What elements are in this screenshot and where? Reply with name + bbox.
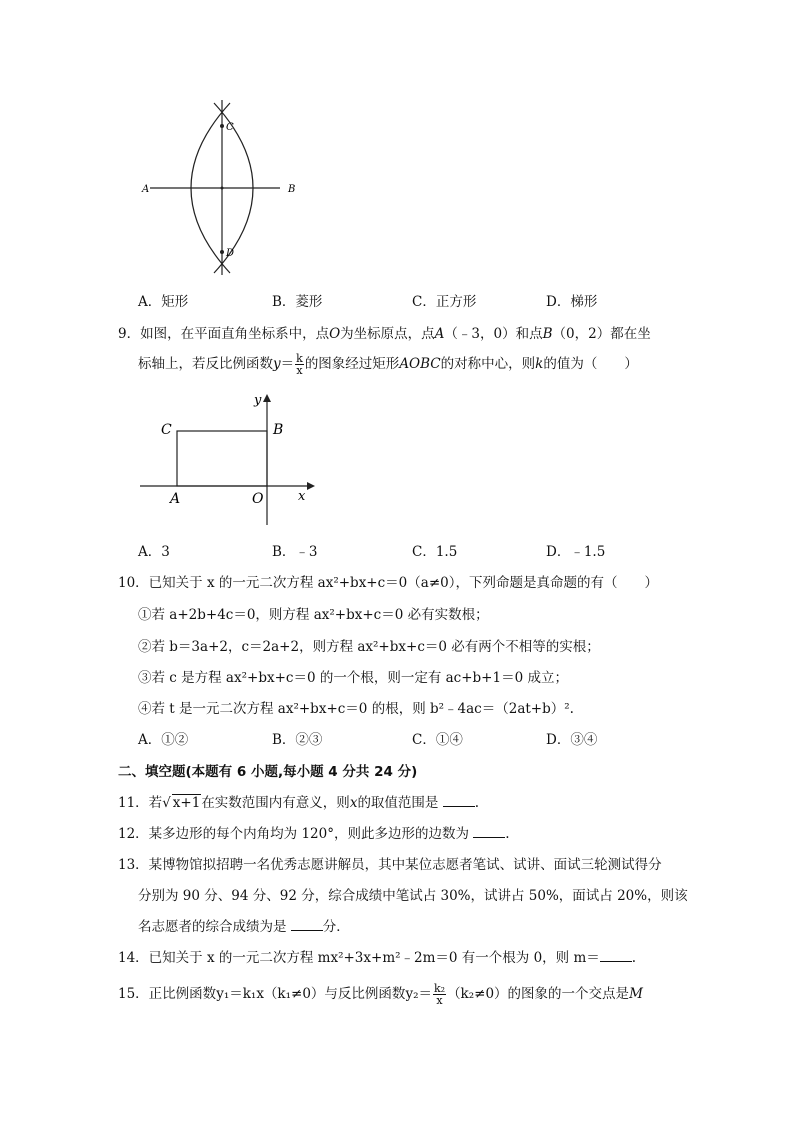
q11-text: 在实数范围内有意义，则 (201, 795, 350, 811)
q9-frac-num: k (296, 352, 303, 365)
q8-option-c: C．正方形 (412, 294, 477, 310)
fig9-label-c: C (161, 422, 172, 438)
q11-text: 11．若 (118, 795, 163, 811)
q10-item-1: ①若 a+2b+4c＝0，则方程 ax²+bx+c＝0 必有实数根； (138, 607, 489, 623)
q9-line1 (118, 322, 651, 342)
q15-text: （k₂≠0）的图象的一个交点是 (447, 986, 630, 1002)
q15-text: y₁＝k₁x（k₁≠0）与反比例函数 (216, 986, 406, 1002)
fig8-label-c: C (226, 122, 234, 133)
q9-option-a: A．3 (138, 544, 170, 560)
fig9-label-b: B (273, 422, 284, 438)
q9-option-c: C．1.5 (412, 544, 458, 560)
q15-frac-den: x (436, 994, 443, 1007)
q9-figure (135, 390, 315, 530)
q8-figure (130, 95, 310, 280)
q10-option-a: A．①② (138, 732, 189, 748)
q9-text: 的图象经过矩形 (304, 356, 400, 372)
fig9-label-a: A (170, 491, 181, 507)
q10-stem: 10．已知关于 x 的一元二次方程 ax²+bx+c＝0（a≠0），下列命题是真命题的有（ ） (118, 575, 658, 591)
fig9-label-o: O (252, 491, 264, 507)
q9-option-d: D．﹣1.5 (546, 544, 606, 560)
q10-option-b: B．②③ (272, 732, 323, 748)
q12-text: 12．某多边形的每个内角均为 120°，则此多边形的边数为 (118, 826, 469, 842)
q14-text: 14．已知关于 x 的一元二次方程 mx²+3x+m²﹣2m＝0 有一个根为 0，则 m＝ (118, 950, 600, 966)
answer-blank[interactable] (291, 918, 323, 931)
q9-text: 9．如图，在平面直角坐标系中，点 (118, 326, 330, 342)
q9-var: AOBC (399, 356, 441, 372)
q9-text: 为坐标原点，点 (340, 326, 435, 342)
q12 (118, 822, 510, 842)
q10-option-d: D．③④ (546, 732, 598, 748)
q12-text: . (505, 826, 510, 842)
q11-text: . (474, 795, 480, 811)
q15-text: 15．正比例函数 (118, 986, 217, 1002)
q9-fraction (295, 353, 304, 376)
q9-text: 的对称中心，则 (440, 356, 536, 372)
q14-text: . (631, 950, 637, 966)
q9-text: （﹣3，0）和点 (444, 326, 543, 342)
q13-line3 (138, 915, 350, 935)
q9-var: y (273, 356, 281, 372)
answer-blank[interactable] (600, 949, 632, 962)
q9-var: A (434, 326, 445, 342)
q15-fraction (433, 983, 446, 1006)
q8-option-b: B．菱形 (272, 294, 323, 310)
q9-text: 标轴上，若反比例函数 (138, 356, 273, 372)
q11-var: x (349, 795, 358, 811)
q15 (118, 982, 643, 1006)
fig8-label-d: D (226, 248, 235, 259)
q15-var: M (629, 986, 643, 1002)
q11-text: 的取值范围是 (357, 795, 439, 811)
q9-frac-den: x (296, 364, 303, 377)
fig9-label-y: y (254, 393, 262, 408)
q11-radicand: x+1 (172, 795, 201, 811)
answer-blank[interactable] (473, 825, 505, 838)
q13-line2: 分别为 90 分、94 分、92 分，综合成绩中笔试占 30%，试讲占 50%，面试占 20%，则该 (138, 888, 688, 904)
q13-text: 分． (322, 919, 350, 935)
q9-var: k (535, 356, 544, 372)
q9-option-b: B．﹣3 (272, 544, 318, 560)
q9-line2 (138, 352, 638, 376)
answer-blank[interactable] (443, 794, 475, 807)
fig9-label-x: x (298, 489, 306, 504)
q9-var: B (542, 326, 553, 342)
q9-text: 的值为（ ） (543, 356, 638, 372)
q10-item-2: ②若 b＝3a+2，c＝2a+2，则方程 ax²+bx+c＝0 必有两个不相等的实根； (138, 639, 600, 655)
fig8-label-b: B (288, 184, 296, 195)
q10-item-3: ③若 c 是方程 ax²+bx+c＝0 的一个根，则一定有 ac+b+1＝0 成立； (138, 670, 568, 686)
q8-option-a: A．矩形 (138, 294, 189, 310)
q9-text: ＝ (280, 356, 295, 372)
q8-option-d: D．梯形 (546, 294, 598, 310)
q9-text: （0，2）都在坐 (552, 326, 651, 342)
sqrt-icon: √ (162, 795, 171, 811)
q9-var: O (329, 326, 341, 342)
fig8-label-a: A (142, 184, 150, 195)
q11 (118, 791, 479, 811)
q10-item-4: ④若 t 是一元二次方程 ax²+bx+c＝0 的根，则 b²﹣4ac＝（2at+b）². (138, 701, 574, 717)
q13-line1: 13．某博物馆拟招聘一名优秀志愿讲解员，其中某位志愿者笔试、试讲、面试三轮测试得分 (118, 857, 662, 873)
q10-option-c: C．①④ (412, 732, 463, 748)
section-heading: 二、填空题(本题有 6 小题,每小题 4 分共 24 分) (118, 764, 418, 780)
q13-text: 名志愿者的综合成绩为是 (138, 919, 287, 935)
q15-frac-num: k₂ (433, 982, 446, 995)
q15-text: y₂＝ (405, 986, 432, 1002)
q14 (118, 946, 636, 966)
